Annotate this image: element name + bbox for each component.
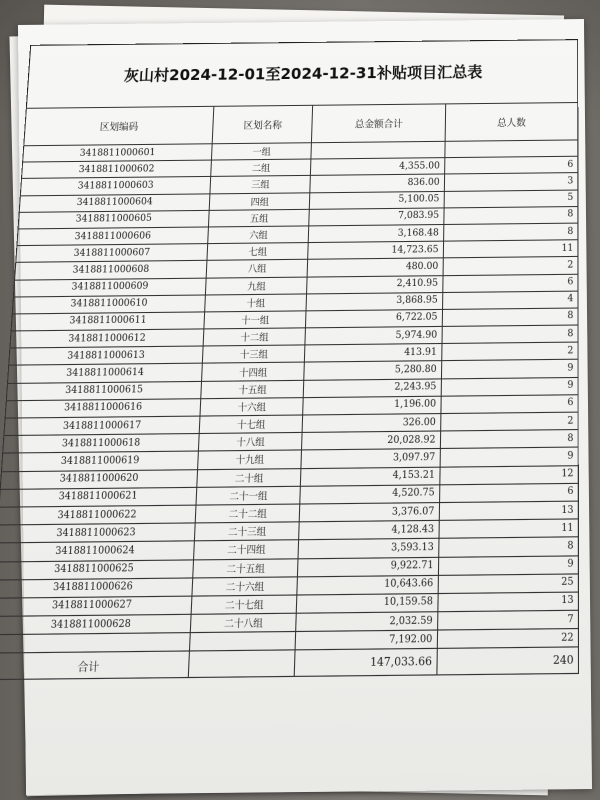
cell-name: 二十八组	[190, 613, 296, 633]
cell-code: 3418811000622	[0, 505, 196, 525]
cell-count: 9	[440, 447, 578, 466]
cell-code: 3418811000621	[0, 487, 197, 507]
cell-code	[0, 633, 190, 654]
cell-code: 3418811000601	[23, 144, 212, 162]
cell-amount: 4,128.43	[299, 521, 439, 541]
cell-code: 3418811000606	[17, 227, 208, 246]
cell-amount: 10,643.66	[297, 575, 438, 595]
cell-code: 3418811000625	[0, 559, 194, 579]
cell-amount: 5,974.90	[305, 326, 442, 345]
cell-amount: 3,168.48	[309, 224, 444, 242]
cell-code: 3418811000603	[20, 177, 210, 196]
cell-count: 13	[438, 592, 579, 612]
cell-amount: 3,376.07	[300, 502, 440, 521]
cell-name: 八组	[206, 260, 308, 278]
cell-code: 3418811000613	[9, 346, 203, 365]
cell-name: 十四组	[202, 363, 305, 381]
cell-count: 25	[438, 574, 579, 594]
cell-name: 二十二组	[195, 504, 300, 523]
cell-name: 十七组	[199, 415, 303, 434]
cell-code: 3418811000609	[13, 278, 206, 297]
cell-code: 3418811000620	[0, 469, 197, 489]
cell-name: 十三组	[202, 345, 305, 363]
cell-amount: 413.91	[305, 344, 442, 363]
table-header-row	[24, 103, 578, 146]
cell-count: 22	[437, 629, 578, 649]
cell-count: 5	[444, 190, 578, 208]
cell-amount: 7,192.00	[296, 630, 438, 650]
cell-code: 3418811000617	[4, 416, 200, 436]
cell-amount: 7,083.95	[309, 208, 444, 226]
cell-name: 四组	[209, 192, 310, 210]
total-row	[0, 647, 579, 680]
cell-amount: 9,922.71	[298, 557, 439, 577]
cell-name: 二组	[211, 159, 312, 177]
cell-count: 2	[441, 342, 578, 361]
cell-count: 8	[442, 325, 578, 344]
cell-amount: 3,868.95	[306, 292, 442, 311]
cell-code: 3418811000610	[12, 295, 205, 314]
header-amount: 总金额合计	[312, 104, 446, 143]
cell-count: 8	[444, 206, 578, 224]
cell-name: 二十三组	[194, 522, 299, 541]
cell-amount: 4,355.00	[311, 158, 445, 176]
cell-count: 8	[438, 537, 578, 557]
cell-amount: 6,722.05	[306, 309, 442, 328]
cell-code: 3418811000611	[11, 312, 205, 331]
cell-count: 6	[441, 395, 579, 414]
cell-amount: 2,410.95	[307, 275, 443, 293]
cell-name	[189, 632, 296, 652]
cell-count: 3	[444, 173, 578, 191]
cell-code: 3418811000628	[0, 614, 191, 635]
cell-amount: 3,593.13	[298, 539, 438, 559]
cell-count: 9	[441, 360, 578, 379]
cell-name: 五组	[208, 209, 309, 227]
cell-name: 十二组	[203, 328, 306, 346]
cell-code: 3418811000614	[8, 364, 203, 383]
cell-count: 6	[444, 156, 578, 174]
cell-name: 二十五组	[193, 558, 299, 577]
cell-amount: 20,028.92	[302, 431, 440, 450]
header-code: 区划编码	[24, 106, 214, 145]
cell-name: 二十六组	[192, 577, 298, 596]
cell-name: 七组	[207, 243, 309, 261]
total-label: 合计	[0, 651, 189, 680]
paper-sheet	[18, 19, 592, 795]
cell-code: 3418811000624	[0, 541, 194, 561]
cell-count: 7	[437, 610, 578, 630]
cell-code: 3418811000612	[10, 329, 204, 348]
cell-name: 六组	[208, 226, 310, 244]
header-name: 区划名称	[212, 105, 313, 143]
cell-name: 二十四组	[194, 540, 300, 559]
cell-name: 二十一组	[196, 486, 301, 505]
cell-count: 9	[438, 555, 578, 575]
cell-code: 3418811000602	[22, 160, 212, 179]
total-amount: 147,033.66	[295, 649, 437, 677]
summary-table-container	[0, 39, 579, 681]
cell-amount: 2,032.59	[296, 612, 437, 632]
cell-count: 8	[442, 308, 578, 327]
cell-count: 8	[443, 223, 578, 241]
cell-count: 9	[441, 377, 578, 396]
cell-code: 3418811000616	[5, 399, 201, 419]
cell-count: 13	[439, 501, 578, 520]
cell-code: 3418811000627	[0, 596, 192, 617]
cell-amount: 1,196.00	[303, 396, 441, 415]
cell-amount: 5,280.80	[304, 361, 441, 380]
cell-code: 3418811000623	[0, 523, 195, 543]
cell-code: 3418811000607	[16, 244, 208, 263]
cell-count: 11	[439, 519, 579, 539]
cell-code: 3418811000604	[19, 193, 210, 212]
total-count: 240	[437, 647, 579, 675]
header-count: 总人数	[445, 103, 578, 142]
cell-name: 十九组	[198, 450, 302, 469]
cell-name: 二十组	[197, 468, 302, 487]
cell-amount: 326.00	[303, 414, 441, 433]
cell-code: 3418811000626	[0, 578, 193, 598]
cell-count: 2	[443, 257, 578, 275]
cell-count: 8	[440, 430, 578, 449]
cell-name: 十一组	[204, 311, 307, 329]
cell-name: 九组	[205, 277, 307, 295]
cell-amount: 2,243.95	[304, 379, 441, 398]
cell-code: 3418811000605	[18, 210, 209, 229]
cell-name: 二十七组	[191, 595, 297, 615]
cell-amount: 4,520.75	[300, 485, 439, 504]
cell-name: 三组	[210, 176, 311, 194]
cell-name: 十五组	[201, 380, 304, 399]
cell-count: 12	[440, 465, 579, 484]
subsidy-summary-table	[0, 102, 579, 681]
cell-amount: 4,153.21	[301, 467, 440, 486]
cell-name: 十八组	[198, 433, 302, 452]
cell-amount: 3,097.97	[301, 449, 440, 468]
cell-name: 十组	[205, 294, 307, 312]
cell-amount: 836.00	[310, 174, 444, 192]
cell-amount	[311, 141, 444, 159]
total-blank	[188, 650, 295, 678]
cell-code: 3418811000608	[15, 261, 207, 280]
cell-count	[445, 140, 578, 158]
cell-name: 十六组	[200, 397, 304, 416]
document-title: 灰山村2024-12-01至2024-12-31补贴项目汇总表	[26, 39, 578, 108]
cell-count: 4	[442, 291, 578, 310]
cell-code: 3418811000615	[6, 381, 201, 401]
cell-count: 11	[443, 240, 578, 258]
cell-code: 3418811000619	[1, 451, 198, 471]
cell-amount: 14,723.65	[308, 241, 443, 259]
cell-count: 2	[440, 412, 578, 431]
cell-amount: 480.00	[308, 258, 443, 276]
cell-amount: 10,159.58	[297, 593, 438, 613]
cell-name: 一组	[211, 143, 311, 161]
cell-amount: 5,100.05	[310, 191, 444, 209]
cell-code: 3418811000618	[3, 434, 199, 454]
cell-count: 6	[442, 274, 578, 292]
cell-count: 6	[439, 483, 578, 502]
